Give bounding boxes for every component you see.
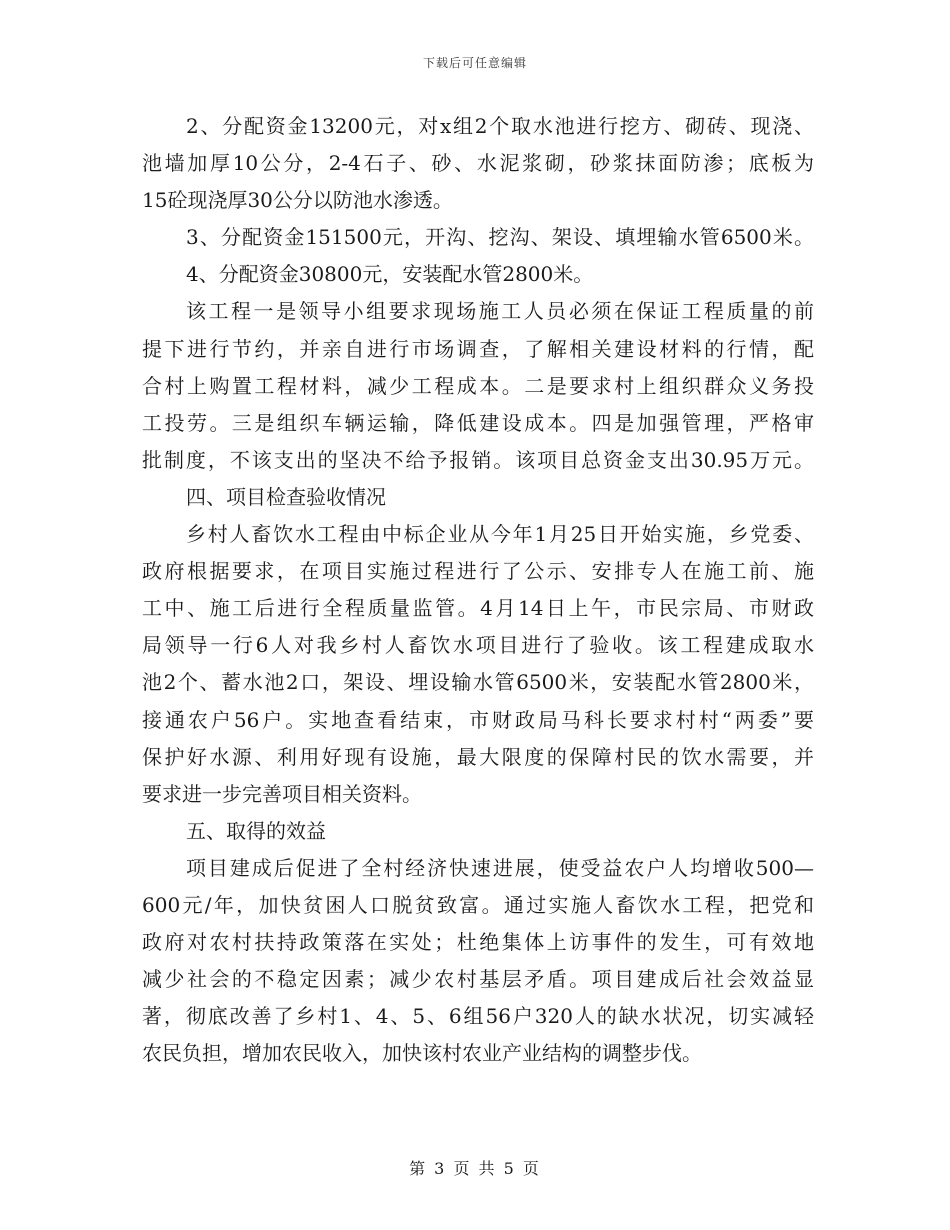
text-line: 3、分配资金151500元，开沟、挖沟、架设、填埋输水管6500米。 (186, 225, 814, 250)
text-line: 乡村人畜饮水工程由中标企业从今年1月25日开始实施，乡党委、 (186, 522, 814, 547)
page-number: 第 3 页 共 5 页 (409, 1159, 541, 1178)
text-line: 保护好水源、利用好现有设施，最大限度的保障村民的饮水需要，并 (142, 744, 814, 769)
text-line: 池墙加厚10公分，2-4石子、砂、水泥浆砌，砂浆抹面防渗；底板为 (142, 151, 814, 176)
text-line: 15砼现浇厚30公分以防池水渗透。 (142, 188, 453, 213)
text-line: 五、取得的效益 (186, 818, 326, 843)
text-line: 工投劳。三是组织车辆运输，降低建设成本。四是加强管理，严格审 (142, 410, 814, 435)
text-line: 局领导一行6人对我乡村人畜饮水项目进行了验收。该工程建成取水 (142, 633, 814, 658)
text-line: 2、分配资金13200元，对x组2个取水池进行挖方、砌砖、现浇、 (186, 114, 814, 138)
text-line: 接通农户56户。实地查看结束，市财政局马科长要求村村“两委”要 (142, 707, 814, 732)
text-line: 600元/年，加快贫困人口脱贫致富。通过实施人畜饮水工程，把党和 (142, 892, 814, 917)
text-line: 农民负担，增加农民收入，加快该村农业产业结构的调整步伐。 (142, 1041, 702, 1066)
text-line: 工中、施工后进行全程质量监管。4月14日上午，市民宗局、市财政 (142, 596, 814, 621)
text-line: 政府对农村扶持政策落在实处；杜绝集体上访事件的发生，可有效地 (142, 930, 814, 955)
text-line: 提下进行节约，并亲自进行市场调查，了解相关建设材料的行情，配 (142, 336, 814, 361)
text-line: 要求进一步完善项目相关资料。 (142, 781, 422, 806)
text-line: 合村上购置工程材料，减少工程成本。二是要求村上组织群众义务投 (142, 373, 814, 398)
text-line: 4、分配资金30800元，安装配水管2800米。 (186, 262, 594, 287)
text-line: 政府根据要求，在项目实施过程进行了公示、安排专人在施工前、施 (142, 559, 814, 584)
text-line: 著，彻底改善了乡村1、4、5、6组56户320人的缺水状况，切实减轻 (142, 1004, 814, 1029)
text-line: 减少社会的不稳定因素；减少农村基层矛盾。项目建成后社会效益显 (142, 967, 814, 992)
text-line: 项目建成后促进了全村经济快速进展，使受益农户人均增收500— (186, 855, 814, 880)
header-note: 下载后可任意编辑 (422, 56, 527, 70)
document-body (142, 108, 814, 1072)
text-line: 批制度，不该支出的坚决不给予报销。该项目总资金支出30.95万元。 (142, 447, 814, 472)
text-line: 该工程一是领导小组要求现场施工人员必须在保证工程质量的前 (186, 299, 814, 324)
text-line: 池2个、蓄水池2口，架设、埋设输水管6500米，安装配水管2800米， (142, 670, 814, 695)
text-line: 四、项目检查验收情况 (186, 484, 386, 509)
